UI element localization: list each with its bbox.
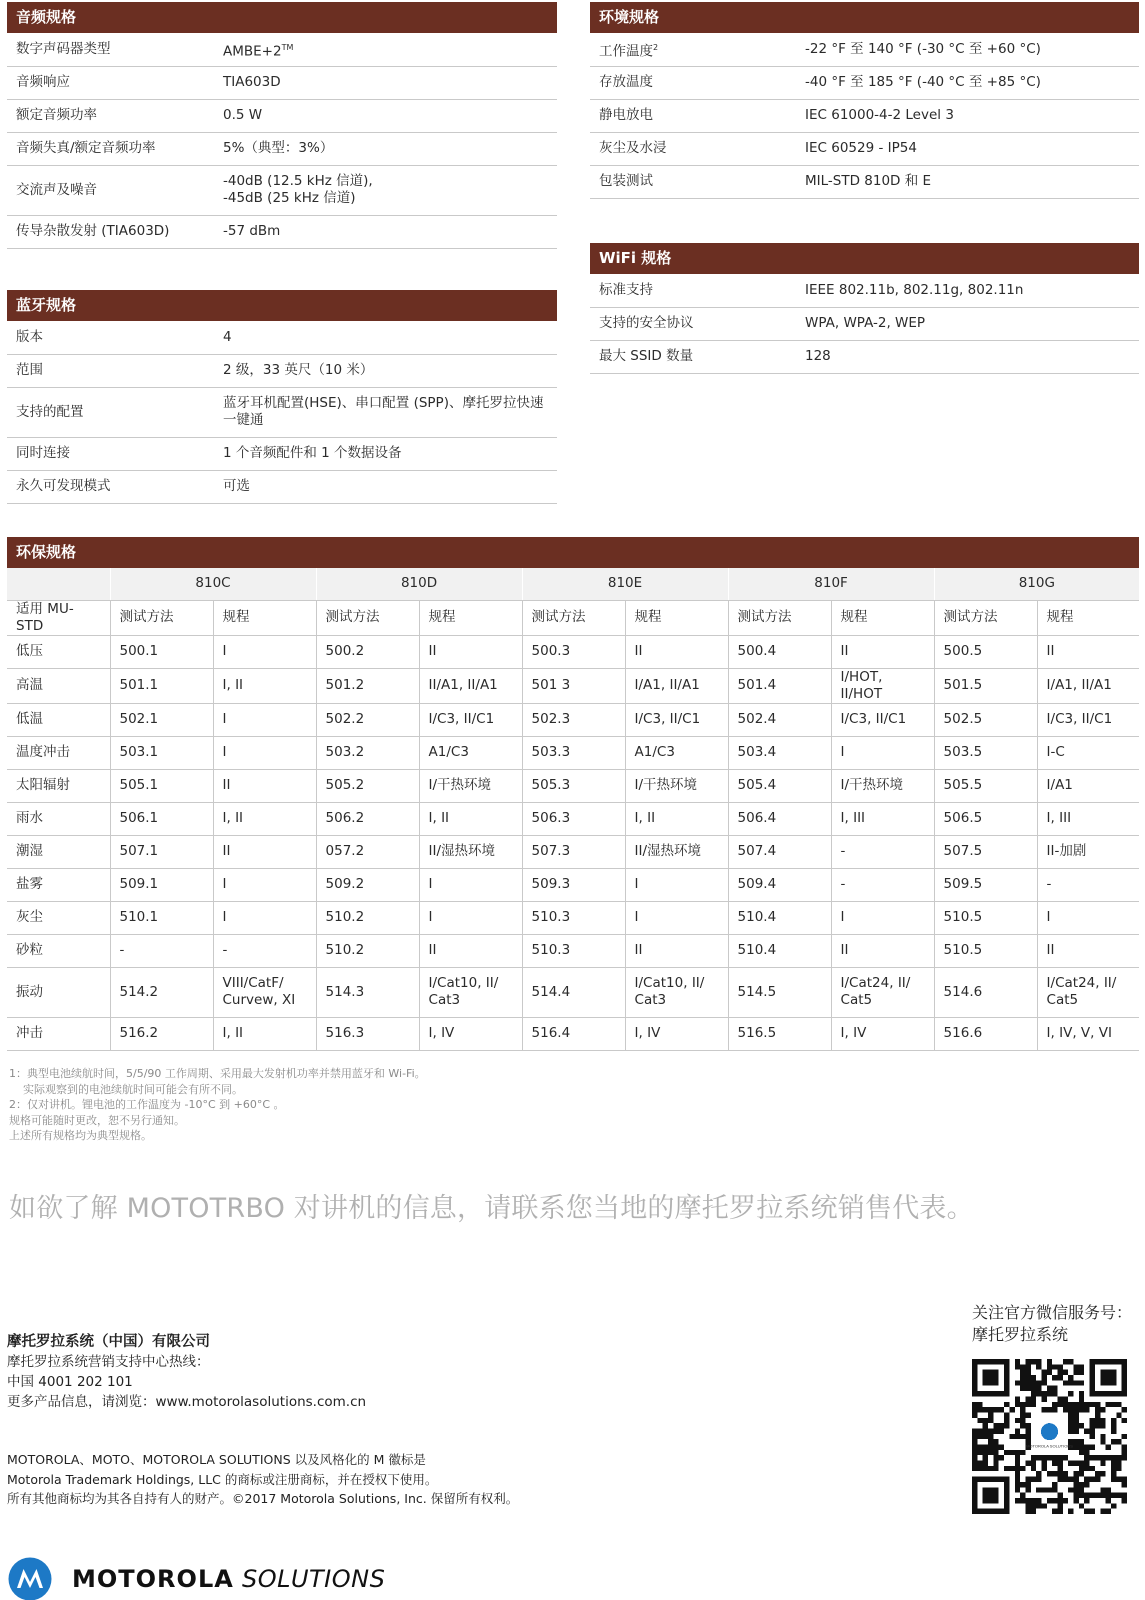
procedure-cell: I, II: [625, 802, 728, 835]
test-name: 冲击: [7, 1017, 110, 1050]
method-cell: 500.1: [110, 635, 213, 668]
procedure-cell: II: [213, 835, 316, 868]
procedure-cell: I, IV, V, VI: [1037, 1017, 1139, 1050]
value-line: 一键通: [223, 412, 264, 428]
table-row: [590, 132, 1139, 165]
procedure-header: 规程: [831, 600, 934, 635]
table-row: [7, 321, 557, 354]
procedure-cell: I/A1, II/A1: [1037, 668, 1139, 703]
brand-light: SOLUTIONS: [241, 1564, 386, 1593]
table-row: [7, 635, 1139, 668]
method-cell: 516.4: [522, 1017, 625, 1050]
row-label: 数字声码器类型: [7, 33, 213, 66]
procedure-cell: A1/C3: [625, 736, 728, 769]
procedure-cell: II: [1037, 635, 1139, 668]
method-cell: 514.4: [522, 967, 625, 1017]
procedure-cell: I: [419, 901, 522, 934]
method-header: 测试方法: [728, 600, 831, 635]
legal-line: MOTOROLA、MOTO、MOTOROLA SOLUTIONS 以及风格化的 M 徽标是: [7, 1452, 426, 1467]
qr-center-label: [1026, 1444, 1073, 1449]
row-value: 128: [795, 340, 1139, 373]
procedure-cell: [831, 967, 934, 1017]
row-value: MIL-STD 810D 和 E: [795, 165, 1139, 198]
table-row: [590, 307, 1139, 340]
procedure-cell: II/湿热环境: [419, 835, 522, 868]
motorola-solutions-logo: [8, 1557, 385, 1600]
label-text: 工作温度: [599, 43, 653, 59]
standards-row: [7, 568, 1139, 600]
brand-wordmark: [72, 1565, 385, 1593]
row-label: 版本: [7, 321, 213, 354]
method-cell: 506.1: [110, 802, 213, 835]
procedure-cell: II: [625, 934, 728, 967]
row-label: 额定音频功率: [7, 99, 213, 132]
row-value: -22 °F 至 140 °F (-30 °C 至 +60 °C): [795, 33, 1139, 66]
row-value: -40 °F 至 185 °F (-40 °C 至 +85 °C): [795, 66, 1139, 99]
procedure-cell: -: [831, 868, 934, 901]
audio-spec-table: [7, 33, 557, 249]
test-name: 雨水: [7, 802, 110, 835]
table-row: [7, 703, 1139, 736]
method-cell: 501 3: [522, 668, 625, 703]
method-header: 测试方法: [316, 600, 419, 635]
test-name: 灰尘: [7, 901, 110, 934]
cell-line: Cat3: [428, 992, 461, 1008]
method-cell: 516.5: [728, 1017, 831, 1050]
table-row: [7, 215, 557, 248]
procedure-cell: I/C3, II/C1: [831, 703, 934, 736]
contact-callout: 如欲了解 MOTOTRBO 对讲机的信息，请联系您当地的摩托罗拉系统销售代表。: [9, 1193, 974, 1224]
table-row: [7, 1017, 1139, 1050]
row-label: 标准支持: [590, 274, 795, 307]
company-info: [7, 1332, 366, 1412]
procedure-cell: I/C3, II/C1: [1037, 703, 1139, 736]
wechat-qr-code[interactable]: [972, 1359, 1127, 1514]
method-cell: 506.2: [316, 802, 419, 835]
milstd-spec-section: [7, 537, 1139, 1051]
hotline-number: 中国 4001 202 101: [7, 1374, 133, 1390]
standard-810c: 810C: [110, 568, 316, 600]
milstd-body: [7, 635, 1139, 1050]
method-cell: 507.3: [522, 835, 625, 868]
procedure-cell: I, II: [213, 668, 316, 703]
bluetooth-spec-title: 蓝牙规格: [7, 290, 557, 321]
method-cell: 506.5: [934, 802, 1037, 835]
procedure-cell: I, III: [831, 802, 934, 835]
table-row: [7, 835, 1139, 868]
procedure-cell: I: [213, 736, 316, 769]
procedure-cell: II/A1, II/A1: [419, 668, 522, 703]
method-cell: 500.5: [934, 635, 1037, 668]
table-row: [590, 66, 1139, 99]
procedure-cell: -: [1037, 868, 1139, 901]
row-value: 1 个音频配件和 1 个数据设备: [213, 437, 557, 470]
procedure-cell: II/湿热环境: [625, 835, 728, 868]
method-cell: 502.2: [316, 703, 419, 736]
table-row: [7, 967, 1139, 1017]
bluetooth-spec-section: [7, 290, 557, 504]
procedure-cell: I/A1: [1037, 769, 1139, 802]
vocoder-value: AMBE+2: [223, 43, 282, 59]
row-label: 音频失真/额定音频功率: [7, 132, 213, 165]
procedure-cell: I, II: [419, 802, 522, 835]
method-cell: 505.4: [728, 769, 831, 802]
procedure-cell: [213, 967, 316, 1017]
row-label: 静电放电: [590, 99, 795, 132]
row-value: -57 dBm: [213, 215, 557, 248]
method-cell: 503.5: [934, 736, 1037, 769]
procedure-cell: I/C3, II/C1: [625, 703, 728, 736]
procedure-header: 规程: [213, 600, 316, 635]
method-cell: 501.2: [316, 668, 419, 703]
procedure-header: 规程: [419, 600, 522, 635]
method-cell: 514.6: [934, 967, 1037, 1017]
procedure-cell: I, IV: [625, 1017, 728, 1050]
row-value: 5%（典型：3%）: [213, 132, 557, 165]
footnote-2: 2：仅对讲机。锂电池的工作温度为 -10°C 到 +60°C 。: [9, 1098, 285, 1111]
value-line: 蓝牙耳机配置(HSE)、串口配置 (SPP)、摩托罗拉快速: [223, 395, 544, 411]
method-cell: 057.2: [316, 835, 419, 868]
wifi-spec-section: [590, 243, 1139, 374]
procedure-cell: -: [831, 835, 934, 868]
company-name: 摩托罗拉系统（中国）有限公司: [7, 1334, 210, 1350]
method-cell: 502.1: [110, 703, 213, 736]
method-cell: 514.3: [316, 967, 419, 1017]
method-cell: 507.5: [934, 835, 1037, 868]
trademark-sup: TM: [281, 42, 294, 52]
test-name: 振动: [7, 967, 110, 1017]
method-cell: 510.3: [522, 934, 625, 967]
brand-bold: MOTOROLA: [72, 1564, 234, 1593]
method-cell: 509.2: [316, 868, 419, 901]
row-value: [213, 387, 557, 437]
method-cell: 510.1: [110, 901, 213, 934]
procedure-cell: I: [831, 736, 934, 769]
method-header: 测试方法: [110, 600, 213, 635]
procedure-cell: I/干热环境: [419, 769, 522, 802]
footnote-4: 上述所有规格均为典型规格。: [9, 1129, 152, 1142]
method-cell: 505.3: [522, 769, 625, 802]
row-label: 最大 SSID 数量: [590, 340, 795, 373]
test-name: 低压: [7, 635, 110, 668]
cell-line: I/Cat24, II/: [1046, 975, 1117, 991]
row-value: 2 级，33 英尺（10 米）: [213, 354, 557, 387]
milstd-table: [7, 568, 1139, 1051]
procedure-cell: I: [213, 868, 316, 901]
row-value: IEC 60529 - IP54: [795, 132, 1139, 165]
method-cell: 505.5: [934, 769, 1037, 802]
value-line: -40dB (12.5 kHz 信道),: [223, 173, 373, 189]
row-label: 永久可发现模式: [7, 470, 213, 503]
method-cell: 514.5: [728, 967, 831, 1017]
footnote-1-cont: 实际观察到的电池续航时间可能会有所不同。: [23, 1082, 243, 1096]
row-label: 存放温度: [590, 66, 795, 99]
method-cell: 509.5: [934, 868, 1037, 901]
procedure-cell: I-C: [1037, 736, 1139, 769]
procedure-cell: I: [213, 901, 316, 934]
method-cell: -: [110, 934, 213, 967]
standard-810e: 810E: [522, 568, 728, 600]
table-row: [590, 340, 1139, 373]
row-label: 交流声及噪音: [7, 165, 213, 215]
wechat-account-name: 摩托罗拉系统: [972, 1325, 1069, 1344]
method-cell: 510.5: [934, 934, 1037, 967]
table-row: [7, 99, 557, 132]
cell-line: Cat5: [840, 992, 873, 1008]
table-row: [590, 99, 1139, 132]
footnote-1: 1：典型电池续航时间，5/5/90 工作周期、采用最大发射机功率并禁用蓝牙和 Wi-Fi。: [9, 1067, 426, 1080]
procedure-cell: [625, 967, 728, 1017]
method-cell: 500.2: [316, 635, 419, 668]
procedure-cell: [1037, 967, 1139, 1017]
procedure-header: 规程: [1037, 600, 1139, 635]
row-label: 范围: [7, 354, 213, 387]
method-cell: 506.3: [522, 802, 625, 835]
row-label: 支持的配置: [7, 387, 213, 437]
procedure-cell: I: [625, 901, 728, 934]
table-row: [7, 387, 557, 437]
method-cell: 509.4: [728, 868, 831, 901]
method-cell: 507.4: [728, 835, 831, 868]
table-row: [7, 668, 1139, 703]
column-header-row: [7, 600, 1139, 635]
cell-line: VIII/CatF/: [222, 975, 284, 991]
procedure-cell: -: [213, 934, 316, 967]
row-label: 支持的安全协议: [590, 307, 795, 340]
procedure-cell: II: [625, 635, 728, 668]
row-label: 包装测试: [590, 165, 795, 198]
test-name: 太阳辐射: [7, 769, 110, 802]
table-row: [7, 470, 557, 503]
table-row: [7, 934, 1139, 967]
row-label: [590, 33, 795, 66]
table-row: [7, 66, 557, 99]
table-row: [7, 901, 1139, 934]
test-name: 低温: [7, 703, 110, 736]
method-cell: 501.1: [110, 668, 213, 703]
procedure-cell: I/HOT, II/HOT: [831, 668, 934, 703]
test-name: 盐雾: [7, 868, 110, 901]
method-cell: 516.6: [934, 1017, 1037, 1050]
procedure-cell: I, IV: [831, 1017, 934, 1050]
test-name: 高温: [7, 668, 110, 703]
method-cell: 510.4: [728, 901, 831, 934]
test-name: 温度冲击: [7, 736, 110, 769]
row-label: 灰尘及水浸: [590, 132, 795, 165]
method-cell: 500.4: [728, 635, 831, 668]
procedure-cell: II: [419, 635, 522, 668]
environment-spec-title: 环境规格: [590, 2, 1139, 33]
procedure-cell: I: [213, 703, 316, 736]
method-cell: 503.1: [110, 736, 213, 769]
procedure-cell: I/C3, II/C1: [419, 703, 522, 736]
procedure-cell: I/A1, II/A1: [625, 668, 728, 703]
method-cell: 506.4: [728, 802, 831, 835]
legal-line: 所有其他商标均为其各自持有人的财产。©2017 Motorola Solutions, Inc. 保留所有权利。: [7, 1491, 519, 1506]
table-row: [7, 437, 557, 470]
procedure-cell: II: [1037, 934, 1139, 967]
row-value: 4: [213, 321, 557, 354]
table-row: [7, 33, 557, 66]
cell-line: Cat3: [634, 992, 667, 1008]
method-cell: 505.2: [316, 769, 419, 802]
method-cell: 507.1: [110, 835, 213, 868]
procedure-cell: I, II: [213, 802, 316, 835]
method-cell: 500.3: [522, 635, 625, 668]
procedure-cell: II: [419, 934, 522, 967]
row-label: 同时连接: [7, 437, 213, 470]
cell-line: I/Cat24, II/: [840, 975, 911, 991]
procedure-cell: A1/C3: [419, 736, 522, 769]
footnote-3: 规格可能随时更改，恕不另行通知。: [9, 1113, 185, 1127]
method-cell: 501.4: [728, 668, 831, 703]
procedure-cell: I: [1037, 901, 1139, 934]
standard-810d: 810D: [316, 568, 522, 600]
method-cell: 510.5: [934, 901, 1037, 934]
row-value: IEC 61000-4-2 Level 3: [795, 99, 1139, 132]
footnote-ref: 2: [653, 42, 659, 52]
cell-line: Curvew, XI: [222, 992, 296, 1008]
audio-spec-section: [7, 2, 557, 249]
row-value: [213, 33, 557, 66]
row-value: 0.5 W: [213, 99, 557, 132]
blank-cell: [7, 568, 110, 600]
motorola-m-icon: [8, 1557, 52, 1600]
procedure-cell: I, II: [213, 1017, 316, 1050]
procedure-cell: I, IV: [419, 1017, 522, 1050]
procedure-cell: I/干热环境: [831, 769, 934, 802]
row-value: TIA603D: [213, 66, 557, 99]
applicable-label: 适用 MU-STD: [7, 600, 110, 635]
table-row: [7, 736, 1139, 769]
test-name: 砂粒: [7, 934, 110, 967]
cell-line: I/Cat10, II/: [428, 975, 499, 991]
method-cell: 503.4: [728, 736, 831, 769]
wifi-spec-table: [590, 274, 1139, 374]
footnotes: [9, 1066, 426, 1144]
row-label: 音频响应: [7, 66, 213, 99]
row-label: 传导杂散发射 (TIA603D): [7, 215, 213, 248]
website-line: 更多产品信息，请浏览：www.motorolasolutions.com.cn: [7, 1394, 367, 1410]
procedure-cell: I: [831, 901, 934, 934]
method-cell: 516.2: [110, 1017, 213, 1050]
procedure-cell: I: [213, 635, 316, 668]
method-cell: 503.3: [522, 736, 625, 769]
milstd-spec-title: 环保规格: [7, 537, 1139, 568]
wifi-spec-title: WiFi 规格: [590, 243, 1139, 274]
procedure-header: 规程: [625, 600, 728, 635]
method-cell: 509.3: [522, 868, 625, 901]
method-cell: 503.2: [316, 736, 419, 769]
table-row: [590, 165, 1139, 198]
method-cell: 502.3: [522, 703, 625, 736]
environment-spec-section: [590, 2, 1139, 199]
method-cell: 510.3: [522, 901, 625, 934]
table-row: [7, 132, 557, 165]
cell-line: Cat5: [1046, 992, 1079, 1008]
method-cell: 516.3: [316, 1017, 419, 1050]
method-cell: 510.2: [316, 901, 419, 934]
method-header: 测试方法: [522, 600, 625, 635]
method-cell: 502.4: [728, 703, 831, 736]
row-value: WPA, WPA-2, WEP: [795, 307, 1139, 340]
method-cell: 509.1: [110, 868, 213, 901]
row-value: 可选: [213, 470, 557, 503]
standard-810g: 810G: [934, 568, 1139, 600]
legal-line: Motorola Trademark Holdings, LLC 的商标或注册商标，并在授权下使用。: [7, 1471, 438, 1487]
procedure-cell: I/干热环境: [625, 769, 728, 802]
table-row: [7, 868, 1139, 901]
table-row: [590, 33, 1139, 66]
bluetooth-spec-table: [7, 321, 557, 504]
row-value: [213, 165, 557, 215]
environment-spec-table: [590, 33, 1139, 199]
method-cell: 510.4: [728, 934, 831, 967]
procedure-cell: [419, 967, 522, 1017]
wechat-caption: 关注官方微信服务号：: [972, 1303, 1133, 1322]
procedure-cell: I: [625, 868, 728, 901]
legal-notice: [7, 1450, 518, 1509]
table-row: [7, 769, 1139, 802]
procedure-cell: II: [831, 635, 934, 668]
table-row: [7, 165, 557, 215]
method-header: 测试方法: [934, 600, 1037, 635]
cell-line: I/Cat10, II/: [634, 975, 705, 991]
procedure-cell: II: [213, 769, 316, 802]
method-cell: 505.1: [110, 769, 213, 802]
table-row: [590, 274, 1139, 307]
hotline-label: 摩托罗拉系统营销支持中心热线：: [7, 1354, 210, 1370]
value-line: -45dB (25 kHz 信道): [223, 190, 356, 206]
procedure-cell: II: [831, 934, 934, 967]
standard-810f: 810F: [728, 568, 934, 600]
test-name: 潮湿: [7, 835, 110, 868]
table-row: [7, 802, 1139, 835]
audio-spec-title: 音频规格: [7, 2, 557, 33]
procedure-cell: I, III: [1037, 802, 1139, 835]
method-cell: 514.2: [110, 967, 213, 1017]
method-cell: 501.5: [934, 668, 1037, 703]
method-cell: 510.2: [316, 934, 419, 967]
table-row: [7, 354, 557, 387]
wechat-qr-block: [972, 1302, 1132, 1518]
procedure-cell: I: [419, 868, 522, 901]
row-value: IEEE 802.11b, 802.11g, 802.11n: [795, 274, 1139, 307]
method-cell: 502.5: [934, 703, 1037, 736]
procedure-cell: II-加剧: [1037, 835, 1139, 868]
